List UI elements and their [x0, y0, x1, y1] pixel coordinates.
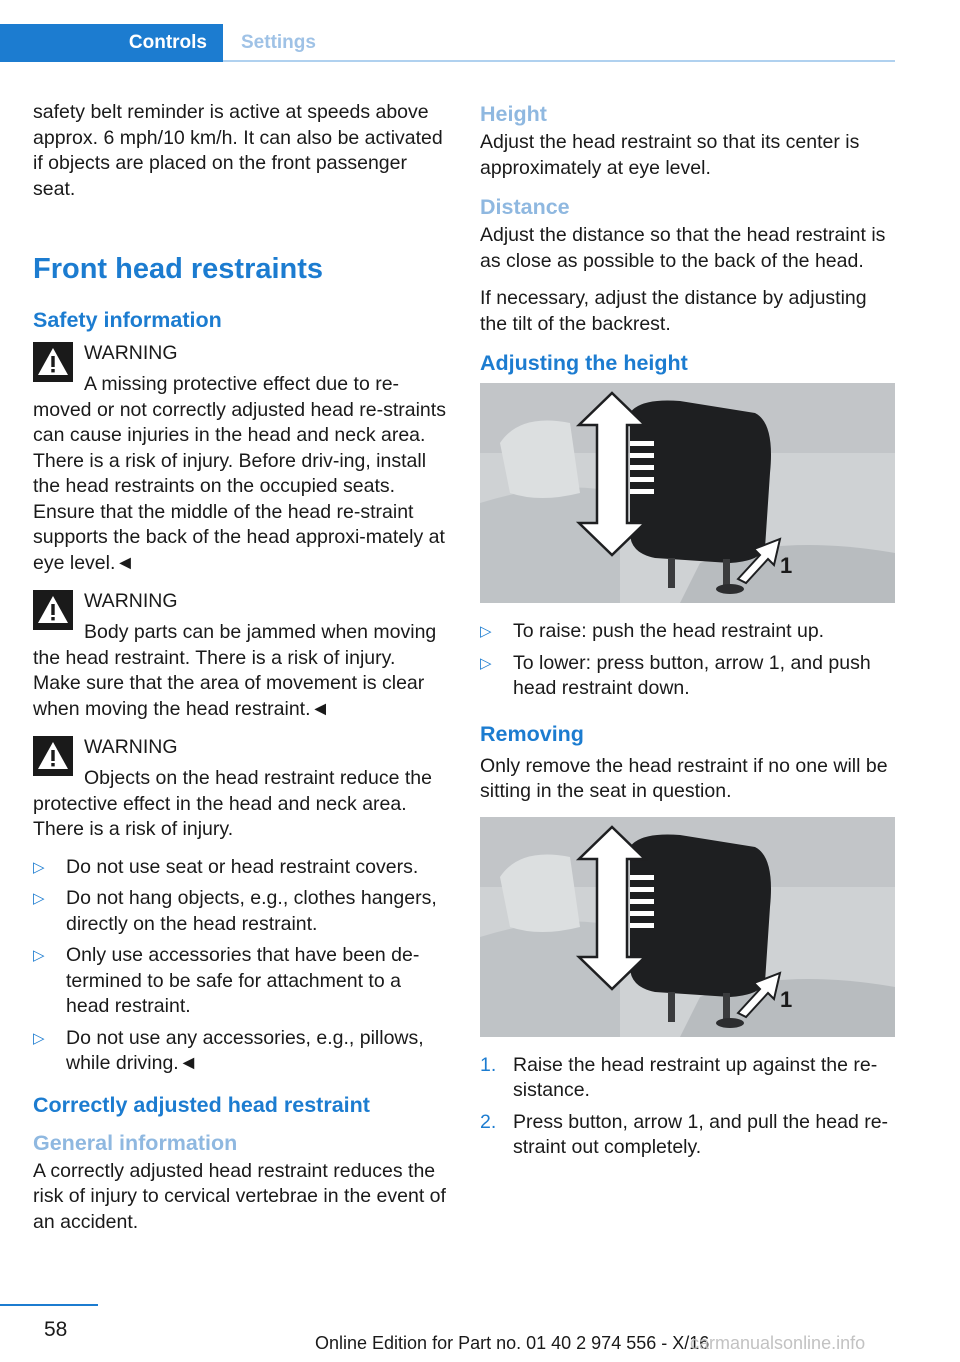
general-information-text: A correctly adjusted head restraint reduces the risk of injury to cervical vertebrae in the event of an accident. [33, 1159, 446, 1233]
edition-text: Online Edition for Part no. 01 40 2 974 556 - X/16 [315, 1333, 710, 1353]
list-item-text: Do not use seat or head restraint covers. [66, 855, 419, 878]
warning-1 [33, 340, 448, 576]
adjusted-head-restraint-heading: Correctly adjusted head restraint [33, 1092, 370, 1117]
removing-text: Only remove the head restraint if no one will be sitting in the seat in question. [480, 754, 888, 802]
warning-title: WARNING [84, 590, 178, 612]
footer-rule [0, 1304, 98, 1306]
watermark: carmanualsonline.info [690, 1333, 866, 1353]
figure-callout-label: 1 [780, 553, 793, 578]
list-item-text: Do not use any accessories, e.g., pillows, while driving.◄ [66, 1026, 424, 1074]
warning-2 [33, 588, 448, 722]
safety-information-heading: Safety information [33, 308, 222, 332]
warning-title: WARNING [84, 736, 178, 758]
distance-text: Adjust the distance so that the head restraint is as close as possible to the back of the head. [480, 224, 886, 272]
triangle-bullet-icon: ▷ [33, 890, 45, 907]
list-item-text: Raise the head restraint up against the re‐sistance. [513, 1053, 878, 1101]
height-heading: Height [480, 102, 547, 126]
triangle-bullet-icon: ▷ [480, 623, 492, 640]
list-item [33, 855, 448, 881]
list-item [480, 1110, 895, 1161]
warning-bullet-list [33, 855, 448, 1077]
triangle-bullet-icon: ▷ [33, 947, 45, 964]
list-item [33, 886, 448, 937]
list-item-text: Only use accessories that have been de‐termined to be safe for attachment to a head restraint. [66, 944, 420, 1017]
removing-heading: Removing [480, 721, 584, 746]
warning-text: A missing protective effect due to re‐moved or not correctly adjusted head re‐straints can cause injuries in the head and neck area. There is a risk of injury. Before driv‐ing, install the head restraints on the occupied seats. Ensure that the middle of the head re‐straint supports the back of the head approxi‐mately at eye level.◄ [33, 373, 446, 574]
warning-3 [33, 734, 448, 843]
warning-text: Objects on the head restraint reduce the protective effect in the head and neck area. There is a risk of injury. [33, 767, 432, 840]
step-number: 2. [480, 1110, 497, 1133]
height-text: Adjust the head restraint so that its center is approximately at eye level. [480, 131, 860, 179]
list-item-text: To raise: push the head restraint up. [513, 620, 825, 642]
list-item-text: Press button, arrow 1, and pull the head re‐straint out completely. [513, 1110, 889, 1158]
page-number: 58 [44, 1318, 68, 1341]
header-divider [223, 60, 895, 62]
right-column [480, 100, 895, 1173]
warning-triangle-icon [33, 736, 73, 776]
tab-settings[interactable]: Settings [241, 32, 316, 53]
list-item [480, 651, 895, 702]
head-restraint-adjust-figure [480, 383, 895, 603]
removing-steps-list [480, 1053, 895, 1161]
list-item-text: Do not hang objects, e.g., clothes hangers, directly on the head restraint. [66, 887, 437, 935]
section-title: Front head restraints [33, 253, 324, 285]
tab-controls[interactable]: Controls [0, 24, 223, 62]
left-column [33, 100, 448, 1247]
triangle-bullet-icon: ▷ [33, 858, 45, 876]
head-restraint-remove-figure [480, 817, 895, 1037]
header-tabs [0, 24, 895, 62]
figure-callout-label: 1 [780, 986, 793, 1012]
list-item [480, 619, 895, 645]
list-item [480, 1053, 895, 1104]
triangle-bullet-icon: ▷ [33, 1029, 45, 1047]
list-item-text: To lower: press button, arrow 1, and push head restraint down. [513, 651, 871, 699]
step-number: 1. [480, 1053, 497, 1076]
distance-tilt-text: If necessary, adjust the distance by adjusting the tilt of the backrest. [480, 287, 867, 335]
list-item [33, 1026, 448, 1077]
warning-triangle-icon [33, 342, 73, 382]
adjusting-height-heading: Adjusting the height [480, 351, 688, 375]
warning-triangle-icon [33, 590, 73, 630]
warning-text: Body parts can be jammed when moving the head restraint. There is a risk of injury. Make sure that the area of movement is clear when moving the head restraint.◄ [33, 621, 437, 720]
triangle-bullet-icon: ▷ [480, 654, 492, 672]
warning-title: WARNING [84, 342, 178, 364]
intro-paragraph: safety belt reminder is active at speeds above approx. 6 mph/10 km/h. It can also be activated if objects are placed on the front passenger seat. [33, 101, 443, 200]
distance-heading: Distance [480, 195, 570, 219]
list-item [33, 943, 448, 1020]
general-information-heading: General information [33, 1130, 238, 1155]
adjust-bullet-list [480, 619, 895, 702]
